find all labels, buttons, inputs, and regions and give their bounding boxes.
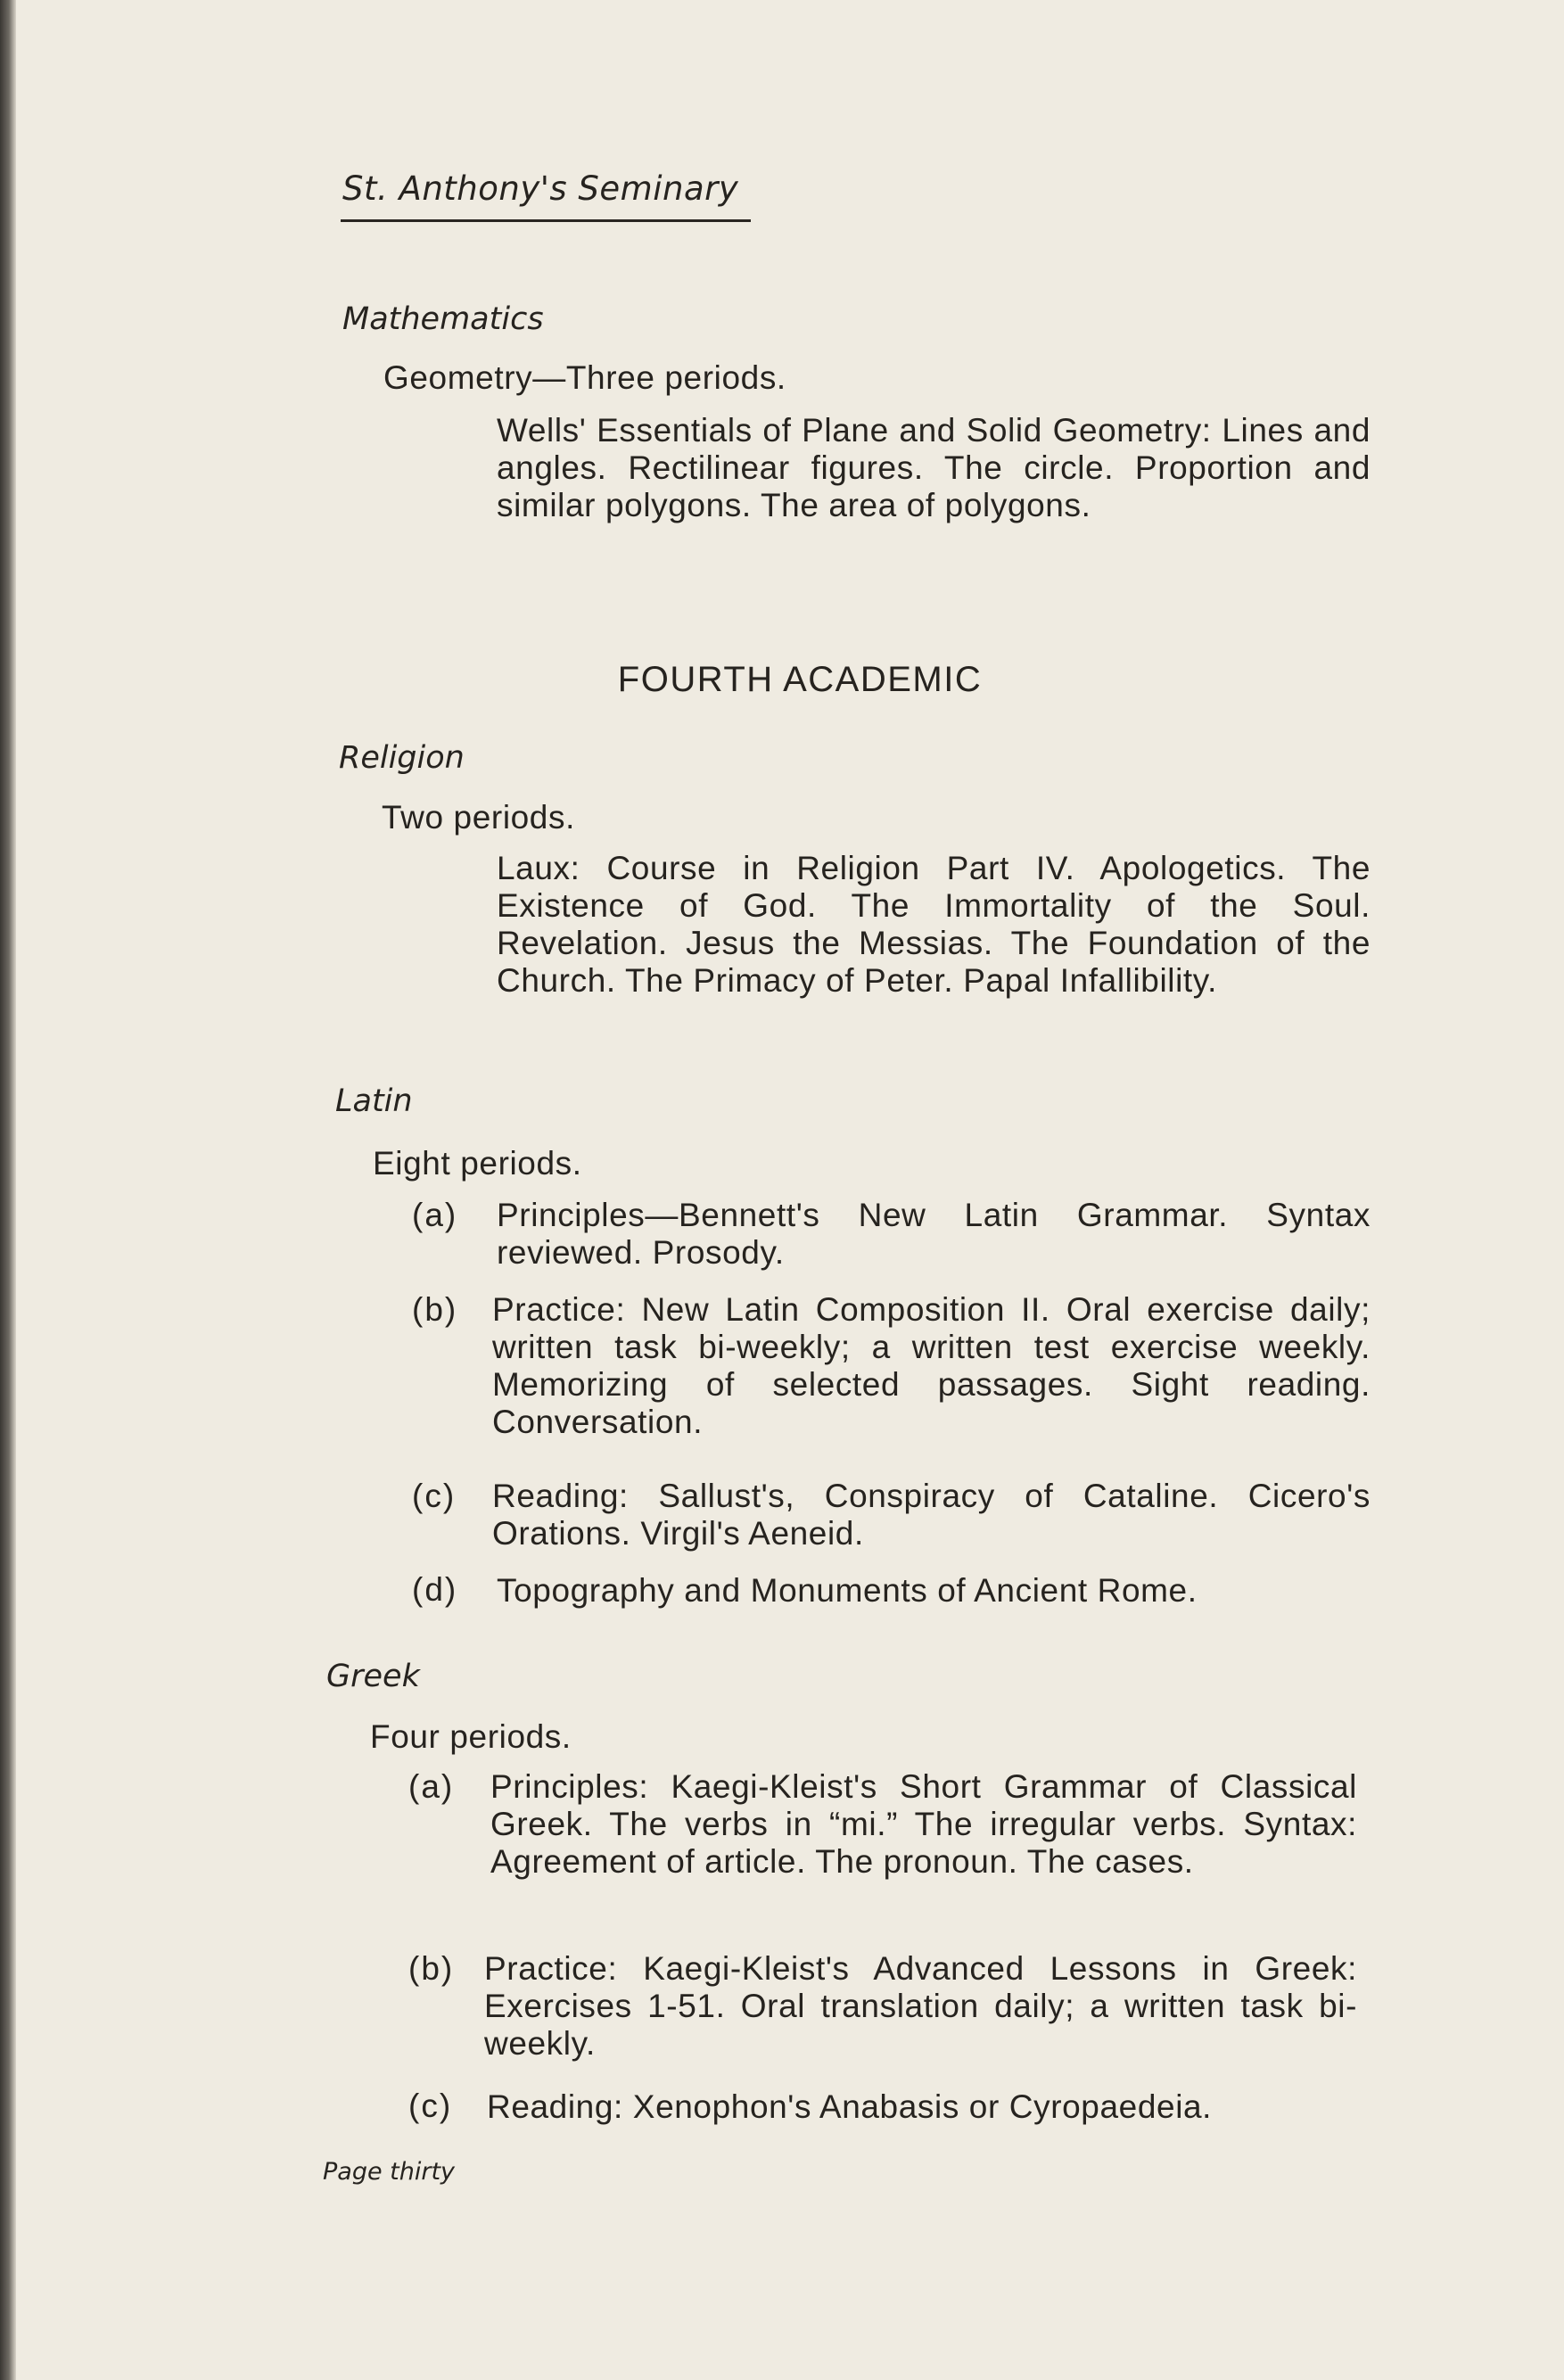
latin-heading: Latin — [335, 1083, 413, 1119]
latin-item-label: (d) — [412, 1571, 458, 1608]
header-rule — [341, 219, 751, 222]
latin-item-label: (b) — [412, 1291, 458, 1328]
greek-item-label: (c) — [408, 2088, 453, 2124]
greek-item-label: (b) — [408, 1950, 455, 1987]
greek-periods: Four periods. — [370, 1718, 572, 1755]
mathematics-description: Wells' Essentials of Plane and Solid Geometry: Lines and angles. Rectilinear figures. The circle. Proportion and similar polygons. The area of polygons. — [497, 412, 1371, 523]
running-header: St. Anthony's Seminary — [342, 169, 739, 208]
latin-item-text: Practice: New Latin Composition II. Oral exercise daily; written task bi-weekly; a written test exercise weekly. Memorizing of selected passages. Sight reading. Conversation. — [492, 1291, 1371, 1440]
latin-item-label: (a) — [412, 1197, 458, 1233]
latin-item-text: Principles—Bennett's New Latin Grammar. Syntax reviewed. Prosody. — [497, 1197, 1371, 1271]
religion-description: Laux: Course in Religion Part IV. Apologetics. The Existence of God. The Immortality of the Soul. Revelation. Jesus the Messias. The Foundation of the Church. The Primacy of Peter. Papal Infallibility. — [497, 850, 1371, 999]
mathematics-course: Geometry—Three periods. — [383, 359, 786, 396]
fourth-academic-heading: FOURTH ACADEMIC — [617, 660, 983, 699]
greek-item-text: Principles: Kaegi-Kleist's Short Grammar of Classical Greek. The verbs in “mi.” The irregular verbs. Syntax: Agreement of article. The pronoun. The cases. — [490, 1768, 1357, 1880]
religion-heading: Religion — [339, 740, 465, 776]
page-number: Page thirty — [323, 2158, 456, 2186]
latin-item-label: (c) — [412, 1478, 457, 1514]
greek-heading: Greek — [326, 1659, 420, 1694]
greek-item-label: (a) — [408, 1768, 455, 1805]
latin-periods: Eight periods. — [373, 1145, 582, 1182]
latin-item-text: Topography and Monuments of Ancient Rome. — [497, 1572, 1198, 1609]
latin-item-text: Reading: Sallust's, Conspiracy of Cataline. Cicero's Orations. Virgil's Aeneid. — [492, 1478, 1371, 1552]
greek-item-text: Reading: Xenophon's Anabasis or Cyropaedeia. — [487, 2088, 1213, 2125]
mathematics-heading: Mathematics — [342, 301, 544, 337]
religion-periods: Two periods. — [382, 799, 575, 836]
greek-item-text: Practice: Kaegi-Kleist's Advanced Lessons in Greek: Exercises 1-51. Oral translation daily; a written task bi-weekly. — [484, 1950, 1357, 2062]
